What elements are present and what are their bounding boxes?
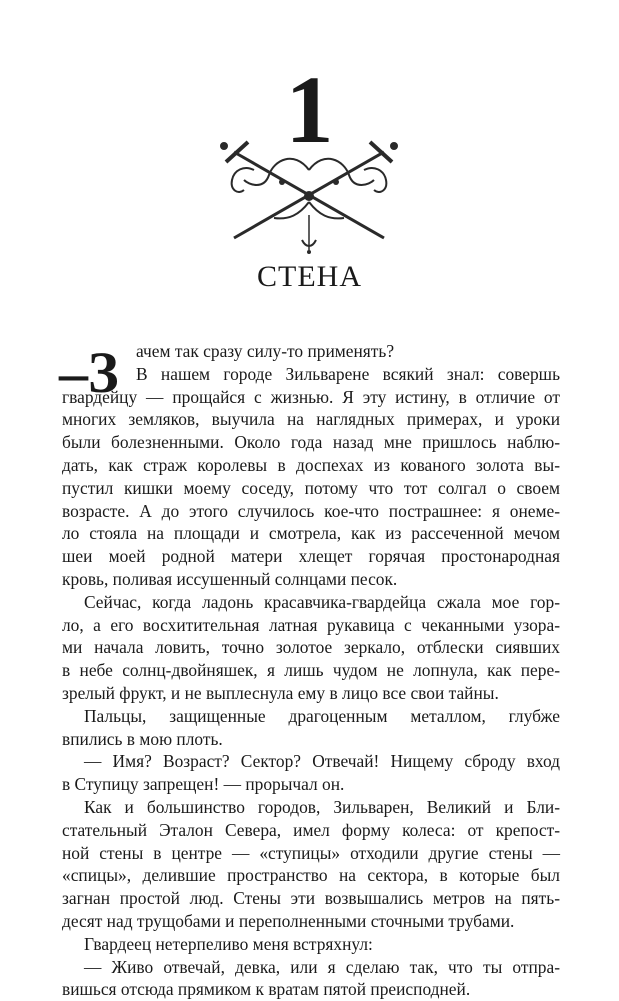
drop-cap: –З bbox=[59, 340, 119, 405]
text-line: вишься отсюда прямиком к вратам пятой преисподней. bbox=[62, 979, 471, 1000]
text-line: ми начала ловить, точно золотое зеркало, отблески сиявших bbox=[62, 637, 560, 658]
text-line: шеи моей родной матери хлещет горячая простонародная bbox=[62, 546, 560, 567]
text-line: — Имя? Возраст? Сектор? Отвечай! Нищему сброду вход bbox=[84, 751, 560, 772]
text-line: в небе солнц-двойняшек, я лишь чудом не лопнула, как пере- bbox=[62, 660, 560, 681]
crossed-swords-ornament bbox=[214, 140, 404, 255]
text-line: зрелый фрукт, и не выплеснула ему в лицо все свои тайны. bbox=[62, 682, 499, 703]
text-line: Как и большинство городов, Зильварен, Великий и Бли- bbox=[84, 796, 560, 817]
text-line: были болезненными. Около года назад мне пришлось наблю- bbox=[62, 432, 560, 453]
text-line: гвардейцу — прощайся с жизнью. Я эту истину, в отличие от bbox=[62, 386, 560, 407]
text-line: ной стены в центре — «ступицы» отходили другие стены — bbox=[62, 842, 560, 863]
text-line: пустил кишки моему соседу, потому что тот солгал о своем bbox=[62, 477, 560, 498]
text-line: В нашем городе Зильварене всякий знал: совершь bbox=[136, 363, 560, 384]
text-line: загнан простой люд. Стены эти возвышались метров на пять- bbox=[62, 888, 560, 909]
text-line: в Ступицу запрещен! — прорычал он. bbox=[62, 774, 345, 795]
text-line: ло, а его восхитительная латная рукавица с чеканными узора- bbox=[62, 614, 560, 635]
text-line: впились в мою плоть. bbox=[62, 728, 223, 749]
text-line: дать, как страж королевы в доспехах из кованого золота вы- bbox=[62, 454, 560, 475]
text-line: ло стояла на площади и смотрела, как из рассеченной мечом bbox=[62, 523, 560, 544]
chapter-number: 1 bbox=[285, 56, 334, 163]
text-line: «спицы», делившие пространство на сектора, в которые был bbox=[62, 865, 560, 886]
body-text bbox=[59, 340, 560, 1001]
text-line: десят над трущобами и переполненными сточными трубами. bbox=[62, 910, 515, 931]
text-line: — Живо отвечай, девка, или я сделаю так, что ты отпра- bbox=[84, 956, 560, 977]
chapter-title: СТЕНА bbox=[257, 260, 362, 293]
text-line: Пальцы, защищенные драгоценным металлом, глубже bbox=[84, 705, 560, 726]
text-line: стательный Эталон Севера, имел форму колеса: от крепост- bbox=[62, 819, 560, 840]
text-line: многих земляков, выучила на наглядных примерах, и уроки bbox=[62, 409, 560, 430]
text-line: кровь, поливая иссушенный солнцами песок. bbox=[62, 568, 398, 589]
text-line: Сейчас, когда ладонь красавчика-гвардейца сжала мое гор- bbox=[84, 591, 560, 612]
text-line: ачем так сразу силу-то применять? bbox=[136, 341, 395, 361]
text-line: Гвардеец нетерпеливо меня встряхнул: bbox=[84, 933, 373, 954]
text-line: возрасте. А до этого случилось кое-что пострашнее: я онеме- bbox=[62, 500, 560, 521]
